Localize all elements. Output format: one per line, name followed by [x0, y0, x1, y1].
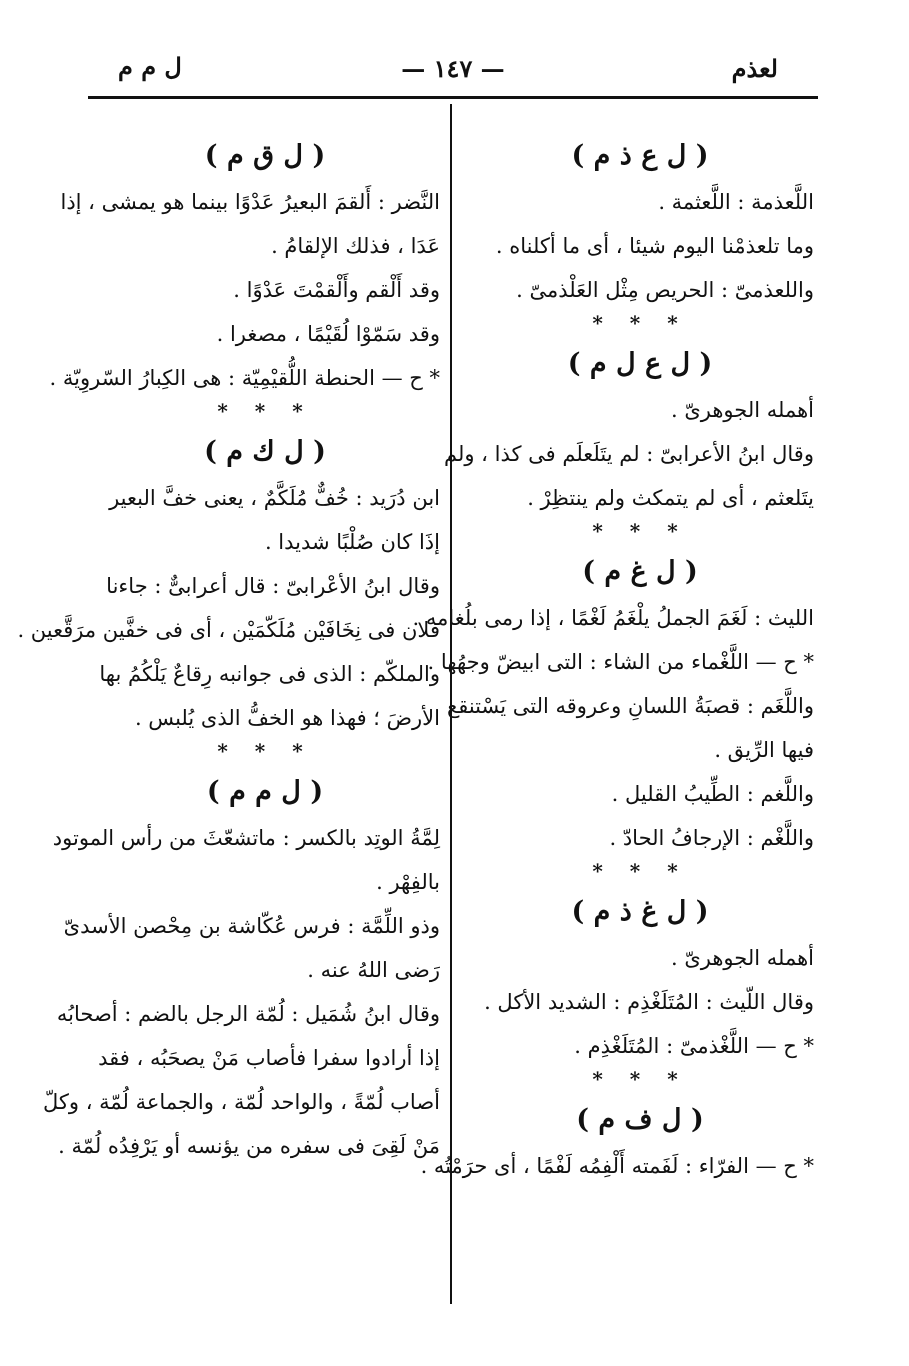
entry-text-line: وقال ابنُ الأعرابىّ : لم يتَلَعلَم فى كذا ، ولم	[443, 442, 814, 466]
entry-text-line: فلان فى نِخَافَيْن مُلَكّمَيْن ، أى فى خفَّين مرَقَّعين .	[17, 618, 440, 642]
entry-heading: ( ل ك م )	[204, 436, 326, 467]
entry-text-line: وقد أَلْقم وأَلْقمْتَ عَدْوًا .	[233, 278, 440, 302]
page-number: — ١٤٧ —	[401, 54, 505, 83]
entry-text-line: واللَّغم : الطِّيبُ القليل .	[611, 782, 814, 806]
entry-separator: * * *	[217, 399, 313, 423]
entry-text-line: الليث : لَغَمَ الجملُ يلْغَمُ لَغْمًا ، إذا رمى بلُغامه .	[412, 606, 814, 630]
entry-text-line: مَنْ لَقِىَ فى سفره من يؤنسه أو يَرْفِدُه لُمّة .	[58, 1134, 440, 1158]
entry-text-line: واللَّغَم : قصبَةُ اللسانِ وعروقه التى يَسْتنقع	[447, 694, 814, 718]
entry-text-line: الأرضَ ؛ فهذا هو الخفُّ الذى يُلبس .	[134, 706, 440, 730]
entry-heading: ( ل ف م )	[576, 1104, 704, 1135]
entry-text-line: وقد سَمّوْا لُقَيْمًا ، مصغرا .	[216, 322, 440, 346]
entry-text-line: النَّضر : أَلقمَ البعيرُ عَدْوًا بينما هو يمشى ، إذا	[60, 190, 440, 214]
entry-heading: ( ل غ ذ م )	[571, 896, 709, 927]
entry-heading: ( ل ع ذ م )	[571, 140, 709, 171]
entry-text-line: * ح — الفرّاء : لَفَمته أَلْفِمُه لَفْمًا ، أى حرَمْتُه .	[420, 1154, 814, 1178]
entry-text-line: واللَّغْم : الإرجافُ الحادّ .	[609, 826, 814, 850]
entry-text-line: أهمله الجوهرىّ .	[670, 946, 814, 970]
header-left-word: ل م م	[118, 52, 182, 81]
page-header	[88, 48, 818, 98]
entry-text-line: * ح — اللَّغْماء من الشاء : التى ابيضّ وجهُها .	[427, 650, 814, 674]
right-entry	[443, 340, 814, 544]
left-column	[17, 128, 440, 1168]
right-column	[412, 128, 814, 1188]
left-entry	[49, 132, 440, 424]
entry-heading: ( ل ق م )	[204, 140, 326, 171]
entry-text-line: يتَلعثم ، أى لم يتمكث ولم ينتظِرْ .	[527, 486, 814, 510]
left-entry	[17, 428, 440, 764]
entry-separator: * * *	[592, 311, 688, 335]
entry-text-line: أصاب لُمّةً ، والواحد لُمّة ، والجماعة لُمّة ، وكلّ	[42, 1090, 440, 1114]
entry-text-line: وذو اللِّمَّة : فرس عُكّاشة بن مِحْصن الأسدىّ	[63, 914, 440, 938]
right-entry	[420, 1096, 814, 1188]
entry-text-line: اللَّعذمة : اللَّعثمة .	[658, 190, 814, 214]
entry-text-line: إذا أرادوا سفرا فأصاب مَنْ يصحَبُه ، فقد	[98, 1046, 440, 1070]
entry-separator: * * *	[592, 859, 688, 883]
entry-text-line: واللعذمىّ : الحريص مِثْل العَلْذمىّ .	[516, 278, 814, 302]
entry-text-line: أهمله الجوهرىّ .	[670, 398, 814, 422]
entry-text-line: * ح — الحنطة اللُّقيْمِيّة : هى الكِبارُ السّروِيّة .	[49, 366, 440, 390]
entry-heading: ( ل م م )	[206, 776, 324, 807]
entry-separator: * * *	[592, 1067, 688, 1091]
entry-text-line: فيها الرِّيق .	[714, 738, 814, 762]
header-right-word: لعذم	[731, 54, 778, 83]
entry-text-line: عَدَا ، فذلك الإلقامُ .	[271, 234, 440, 258]
entry-text-line: والملكّم : الذى فى جوانبه رِقاعٌ يَلْكُمُ بها	[99, 662, 440, 686]
entry-text-line: وقال اللّيث : المُتَلَغْذِم : الشديد الأكل .	[484, 990, 814, 1014]
entry-separator: * * *	[592, 519, 688, 543]
right-entry	[466, 132, 814, 336]
entry-text-line: * ح — اللَّغْذمىّ : المُتَلَغْذِم .	[574, 1034, 814, 1058]
entry-text-line: لِمَّةُ الوتِد بالكسر : ماتشعّثَ من رأس الموتود	[52, 826, 440, 850]
entry-separator: * * *	[217, 739, 313, 763]
entry-text-line: وقال ابنُ الأعْرابىّ : قال أعرابىٌّ : جاءنا	[106, 574, 440, 598]
entry-heading: ( ل ع ل م )	[567, 348, 713, 379]
entry-text-line: وقال ابنُ شُمَيل : لُمّة الرجل بالضم : أصحابُه	[56, 1002, 440, 1026]
right-entry	[466, 888, 814, 1092]
entry-heading: ( ل غ م )	[582, 556, 698, 587]
left-entry	[42, 768, 440, 1168]
right-entry	[412, 548, 814, 884]
entry-text-line: بالفِهْر .	[376, 870, 440, 894]
entry-text-line: رَضى اللهُ عنه .	[307, 958, 440, 982]
header-rule	[88, 96, 818, 99]
entry-text-line: وما تلعذمْنا اليوم شيئا ، أى ما أكلناه .	[495, 234, 814, 258]
entry-text-line: ابن دُرَيد : خُفٌّ مُلَكَّمٌ ، يعنى خفَّ البعير	[109, 486, 440, 510]
entry-text-line: إذَا كان صُلْبًا شديدا .	[264, 530, 440, 554]
